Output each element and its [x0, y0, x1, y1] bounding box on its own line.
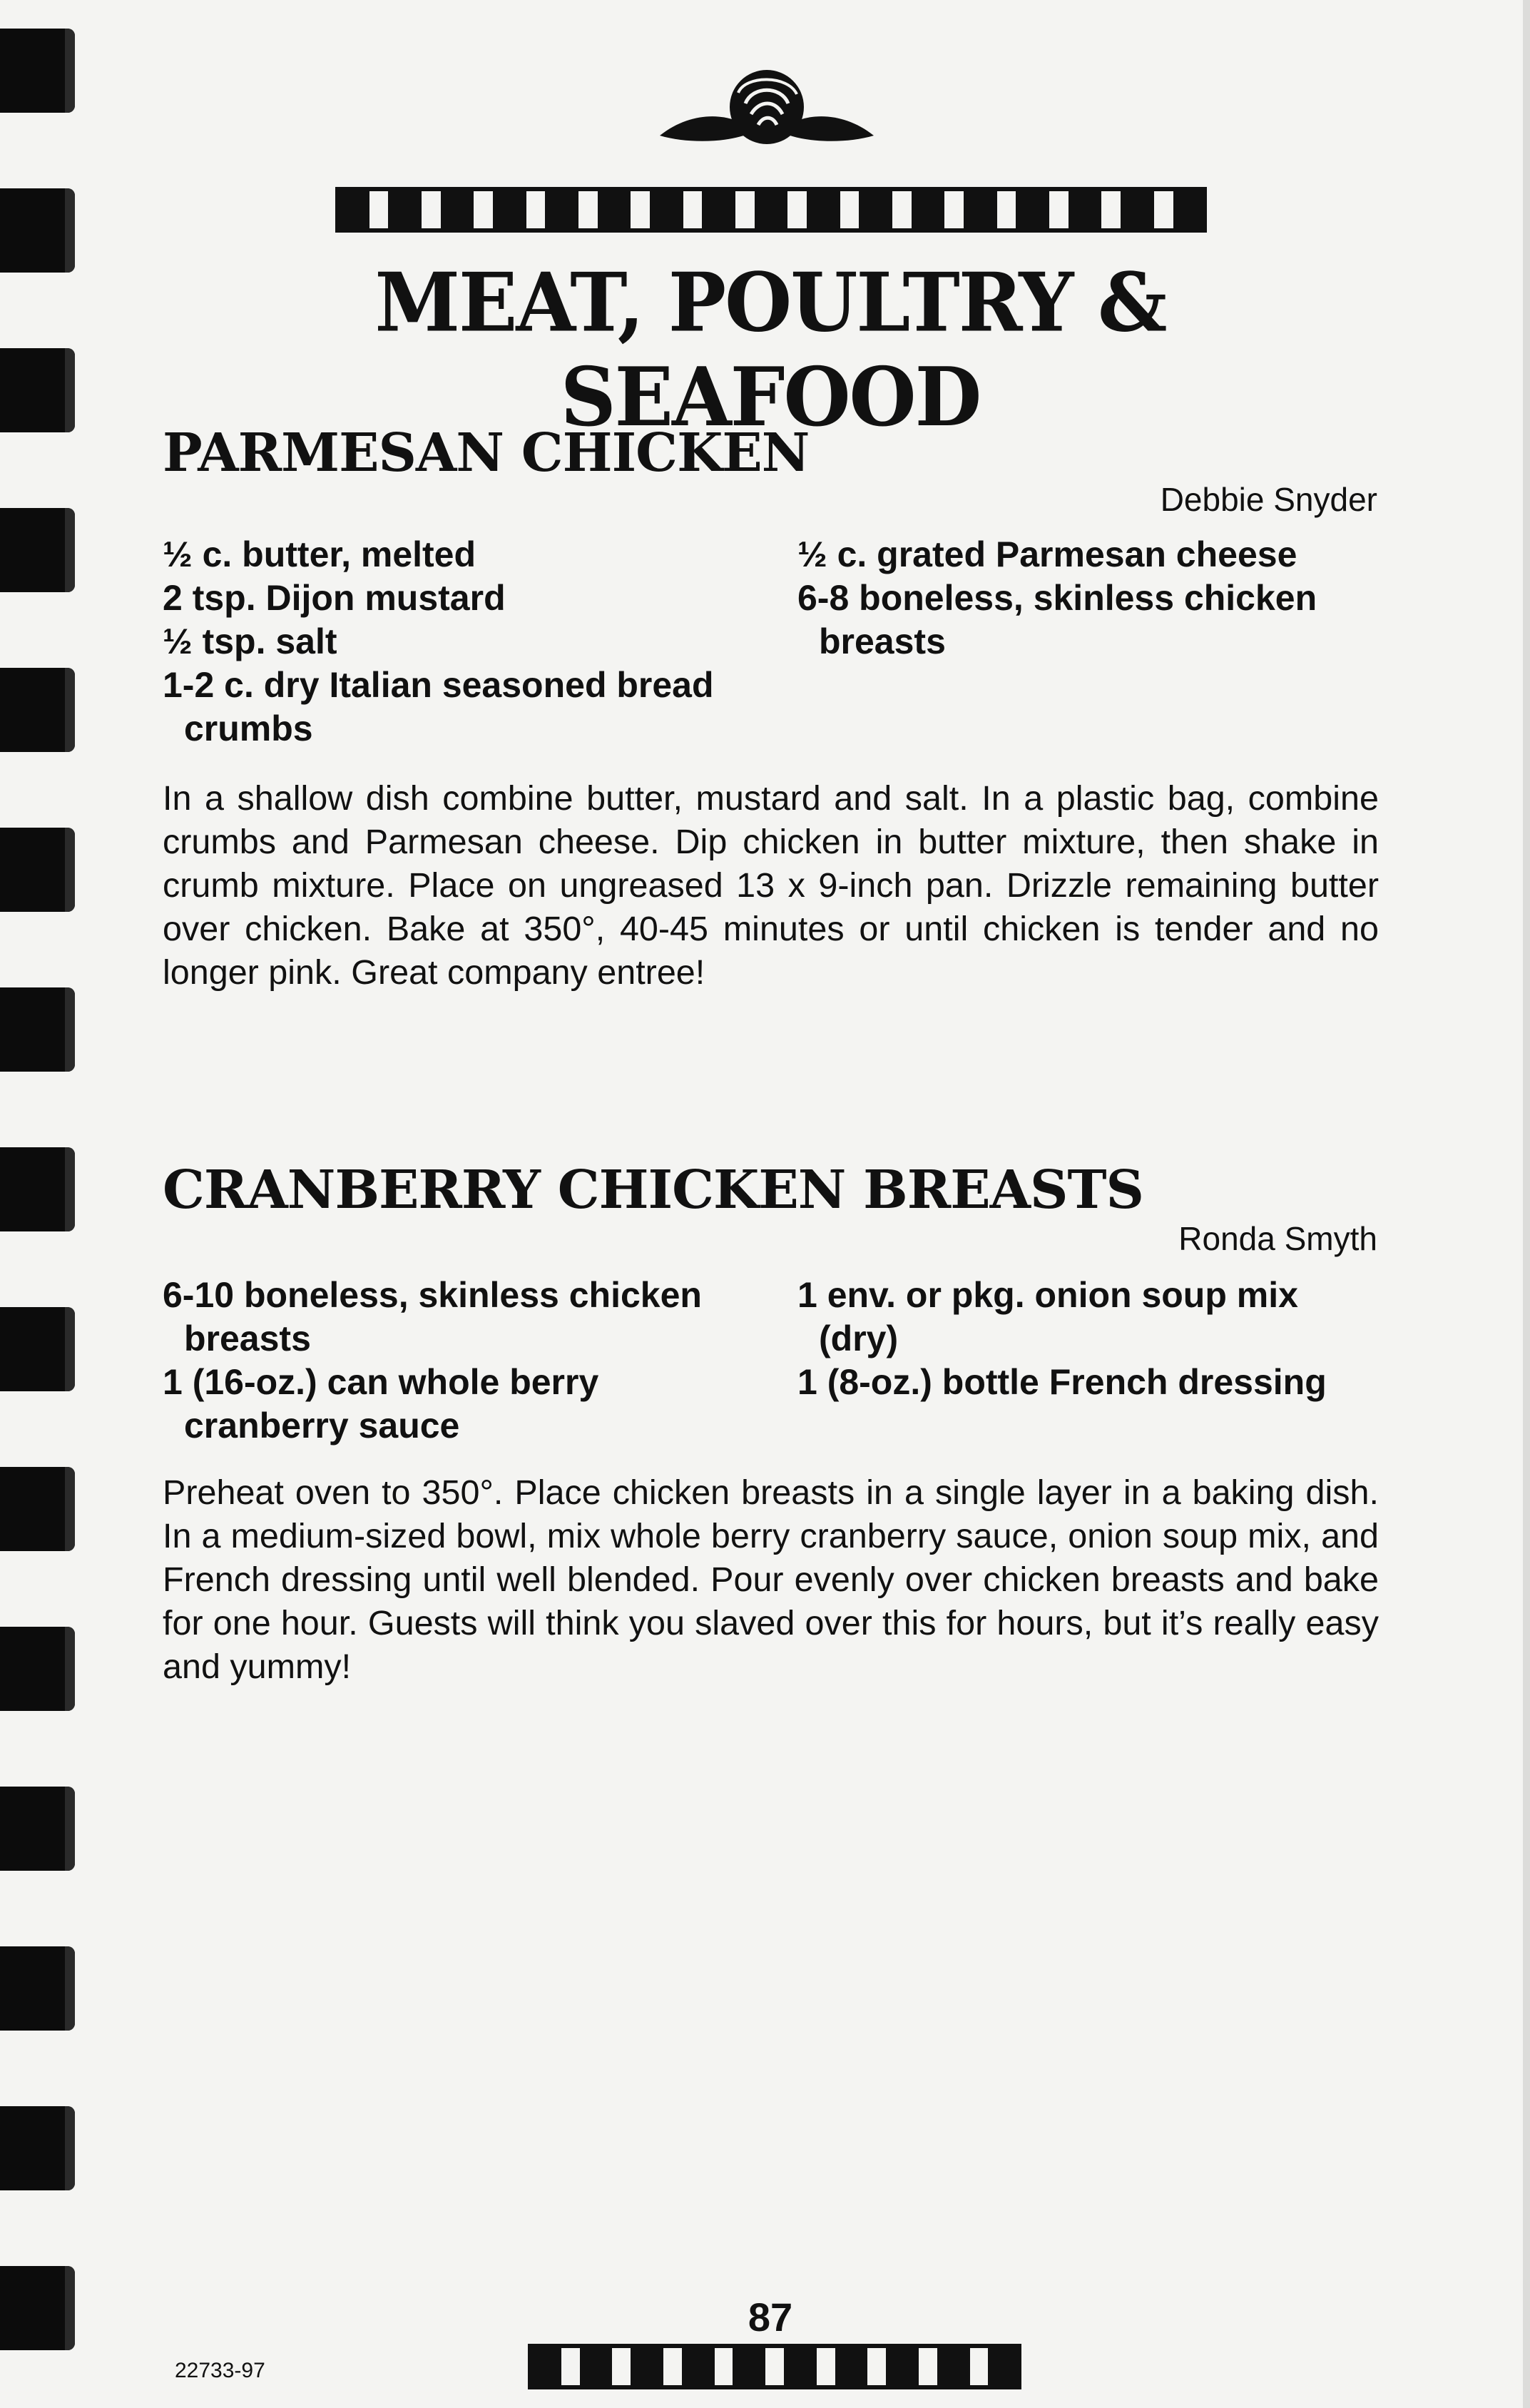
checker-square [814, 191, 833, 228]
checker-square [817, 2348, 835, 2385]
checker-square [944, 2348, 963, 2385]
ingredient-line: breasts [819, 621, 946, 661]
ingredients-left [163, 533, 790, 751]
binding-ring [0, 508, 75, 592]
ingredients-right [797, 1274, 1425, 1404]
checker-square [971, 191, 990, 228]
recipe-author: Debbie Snyder [1160, 481, 1377, 518]
checker-square [536, 2348, 554, 2385]
ingredients-right [797, 533, 1425, 664]
checker-square [787, 191, 807, 228]
ingredient-line: 1 env. or pkg. onion soup mix [797, 1275, 1298, 1315]
checker-square [892, 191, 912, 228]
ingredient-line: 2 tsp. Dijon mustard [163, 578, 506, 618]
checker-square [663, 2348, 682, 2385]
checker-square [1180, 191, 1200, 228]
checker-square [552, 191, 571, 228]
checker-square [631, 191, 650, 228]
checker-square [657, 191, 676, 228]
ingredient-line: crumbs [184, 708, 313, 748]
checker-square [422, 191, 441, 228]
recipe-title-cranberry-chicken-breasts: CRANBERRY CHICKEN BREASTS [163, 1159, 1143, 1221]
binding-ring [0, 2106, 75, 2190]
checker-square [970, 2348, 989, 2385]
checker-square [638, 2348, 656, 2385]
checkered-border-top [335, 187, 1207, 233]
recipe-title-parmesan-chicken: PARMESAN CHICKEN [163, 422, 810, 484]
ingredients-left [163, 1274, 790, 1448]
checker-square [578, 191, 598, 228]
checker-square [448, 191, 467, 228]
binding-ring [0, 668, 75, 752]
checker-square [765, 2348, 784, 2385]
checker-square [840, 191, 860, 228]
ingredient-line: cranberry sauce [184, 1406, 460, 1446]
page-edge [1523, 0, 1530, 2408]
binding-ring [0, 348, 75, 432]
ingredient-line: ½ tsp. salt [163, 621, 337, 661]
catalog-code: 22733-97 [175, 2359, 265, 2382]
checker-square [500, 191, 519, 228]
checker-square [561, 2348, 580, 2385]
binding-ring [0, 828, 75, 912]
checker-square [842, 2348, 861, 2385]
checker-square [683, 191, 703, 228]
checker-square [395, 191, 414, 228]
checker-square [1049, 191, 1069, 228]
ingredient-line: ½ c. grated Parmesan cheese [797, 534, 1297, 574]
recipe-directions: Preheat oven to 350°. Place chicken breasts in a single layer in a baking dish. In a medium-sized bowl, mix whole berry cranberry sauce, onion soup mix, and French dressing until well blended. Pour evenly over chicken breasts and bake for one hour. Guests will think you slaved over this for hours, but it’s really easy and yummy! [163, 1473, 1379, 1686]
checker-square [369, 191, 389, 228]
spiral-binding [0, 0, 86, 2408]
checker-square [1101, 191, 1121, 228]
checker-square [997, 191, 1016, 228]
binding-ring [0, 1467, 75, 1551]
ingredient-line: 1-2 c. dry Italian seasoned bread [163, 665, 714, 705]
checker-square [762, 191, 781, 228]
recipe-directions: In a shallow dish combine butter, mustard and salt. In a plastic bag, combine crumbs and Parmesan cheese. Dip chicken in butter mixture, then shake in crumb mixture. Place on ungreased 13 x 9-inch pan. Drizzle remaining butter over chicken. Bake at 350°, 40-45 minutes or until chicken is tender and no longer pink. Great company entree! [163, 779, 1379, 992]
ingredient-line: 6-10 boneless, skinless chicken [163, 1275, 702, 1315]
ingredient-line: (dry) [819, 1319, 899, 1358]
checker-square [715, 2348, 733, 2385]
checker-square [866, 191, 885, 228]
checker-square [944, 191, 964, 228]
checker-square [1154, 191, 1173, 228]
binding-ring [0, 1307, 75, 1391]
checker-square [919, 191, 938, 228]
page-number: 87 [748, 2295, 793, 2340]
ingredient-line: ½ c. butter, melted [163, 534, 476, 574]
checker-square [867, 2348, 886, 2385]
checker-square [919, 2348, 937, 2385]
binding-ring [0, 1946, 75, 2031]
checker-square [995, 2348, 1014, 2385]
checker-square [474, 191, 493, 228]
checker-square [1128, 191, 1147, 228]
ingredient-line: 1 (8-oz.) bottle French dressing [797, 1362, 1327, 1402]
binding-ring [0, 987, 75, 1072]
binding-ring [0, 1147, 75, 1231]
checker-square [526, 191, 546, 228]
binding-ring [0, 188, 75, 273]
ingredient-line: 6-8 boneless, skinless chicken [797, 578, 1317, 618]
checker-square [689, 2348, 708, 2385]
checkered-border-bottom [528, 2344, 1021, 2389]
checker-square [587, 2348, 606, 2385]
binding-ring [0, 1787, 75, 1871]
binding-ring [0, 29, 75, 113]
checker-square [612, 2348, 631, 2385]
checker-square [893, 2348, 912, 2385]
binding-ring [0, 1627, 75, 1711]
checker-square [343, 191, 362, 228]
ingredient-line: 1 (16-oz.) can whole berry [163, 1362, 599, 1402]
checker-square [791, 2348, 810, 2385]
section-title: MEAT, POULTRY & SEAFOOD [374, 255, 1166, 445]
checker-square [1023, 191, 1042, 228]
rose-icon [646, 64, 888, 164]
checker-square [605, 191, 624, 228]
recipe-author: Ronda Smyth [1178, 1220, 1377, 1257]
ingredient-line: breasts [184, 1319, 311, 1358]
checker-square [735, 191, 755, 228]
checker-square [1076, 191, 1095, 228]
checker-square [740, 2348, 758, 2385]
checker-square [709, 191, 728, 228]
binding-ring [0, 2266, 75, 2350]
